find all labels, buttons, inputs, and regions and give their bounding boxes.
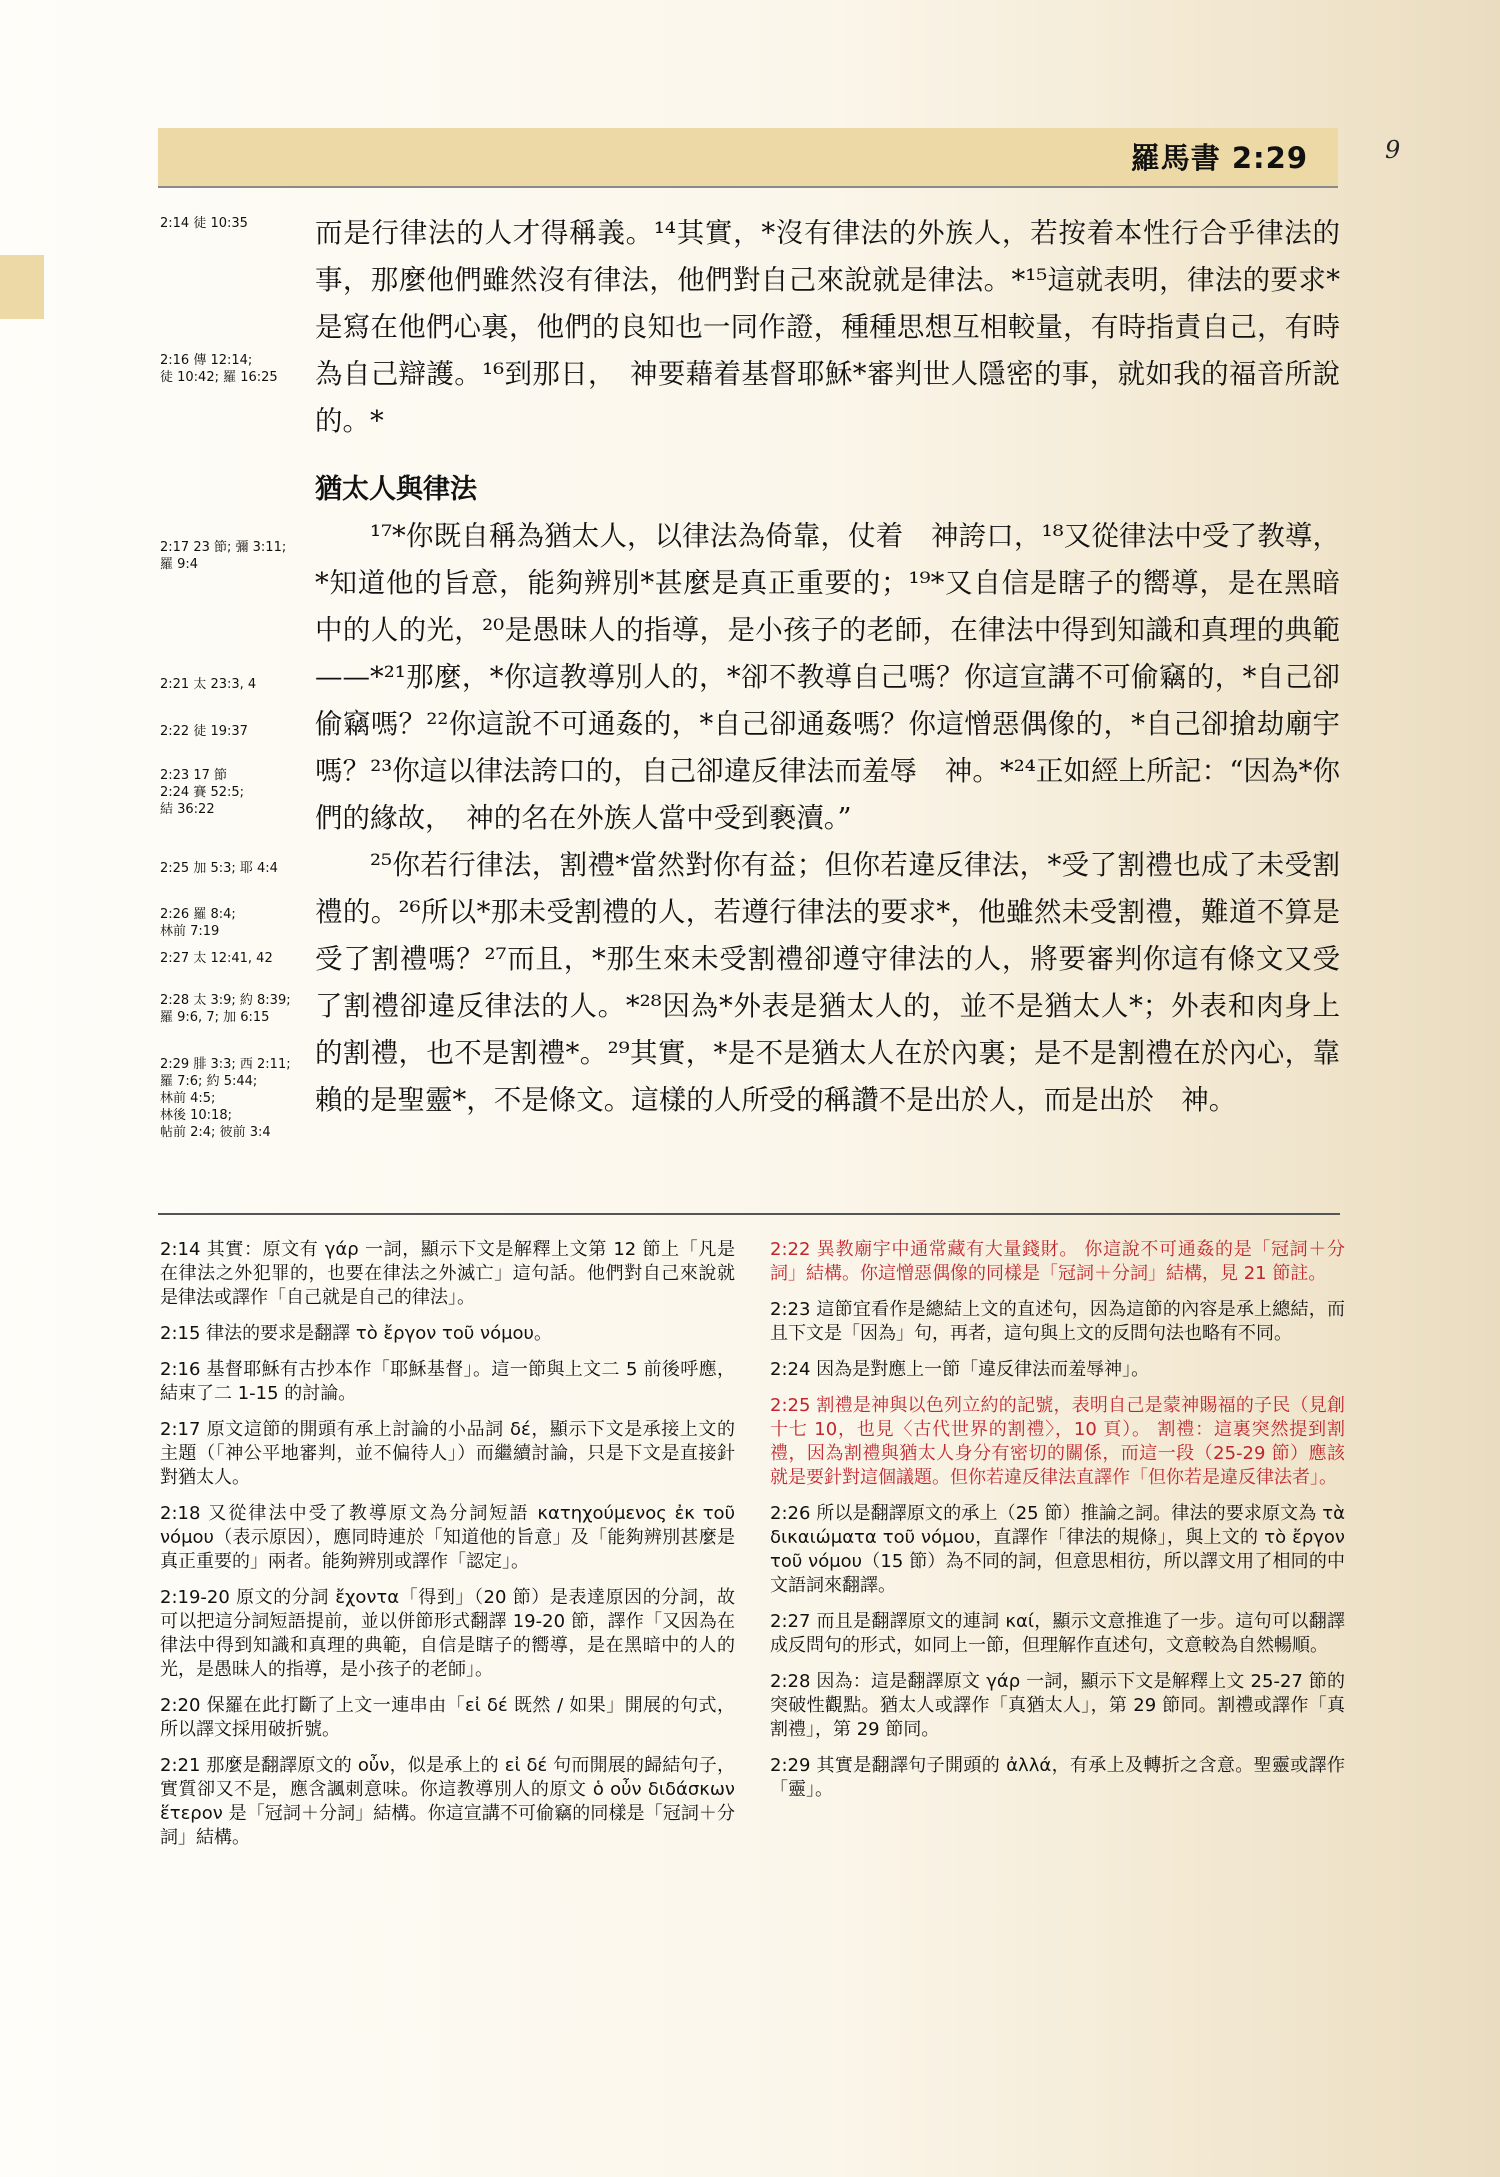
cross-ref: 2:26 羅 8:4; 林前 7:19 bbox=[160, 907, 236, 939]
study-note: 2:14 其實：原文有 γάρ 一詞，顯示下文是解釋上文第 12 節上「凡是在律法之外犯罪的，也要在律法之外滅亡」這句話。他們對自己來說就是律法或譯作「自己就是自己的律法」。 bbox=[160, 1239, 735, 1308]
study-note: 2:26 所以是翻譯原文的承上（25 節）推論之詞。律法的要求原文為 τὰ δικαιώματα τοῦ νόμου，直譯作「律法的規條」，與上文的 τὸ ἔργον τοῦ νόμου（15 節）為不同的詞，但意思相彷，所以譯文用了相同的中文語詞來翻譯。 bbox=[770, 1503, 1345, 1596]
page-edge-tab bbox=[0, 255, 44, 319]
study-note: 2:17 原文這節的開頭有承上討論的小品詞 δέ，顯示下文是承接上文的主題（「神公平地審判，並不偏待人」）而繼續討論，只是下文是直接針對猶太人。 bbox=[160, 1419, 735, 1488]
study-note: 2:29 其實是翻譯句子開頭的 ἀλλά，有承上及轉折之含意。聖靈或譯作「靈」。 bbox=[770, 1755, 1345, 1800]
study-note: 2:25 割禮是神與以色列立約的記號，表明自己是蒙神賜福的子民（見創十七 10，也見〈古代世界的割禮〉，10 頁）。 割禮：這裏突然提到割禮，因為割禮與猶太人身分有密切的關係，而這一段（25-29 節）應該就是要針對這個議題。但你若違反律法直譯作「但你若是違反律法者」。 bbox=[770, 1395, 1345, 1488]
study-note: 2:22 異教廟宇中通常藏有大量錢財。 你這說不可通姦的是「冠詞＋分詞」結構。你這憎惡偶像的同樣是「冠詞＋分詞」結構，見 21 節註。 bbox=[770, 1239, 1345, 1284]
study-note: 2:28 因為：這是翻譯原文 γάρ 一詞，顯示下文是解釋上文 25-27 節的突破性觀點。猶太人或譯作「真猶太人」，第 29 節同。割禮或譯作「真割禮」，第 29 節同。 bbox=[770, 1671, 1345, 1740]
study-note: 2:21 那麼是翻譯原文的 οὖν，似是承上的 εἰ δέ 句而開展的歸結句子，實質卻又不是，應含諷刺意味。你這教導別人的原文 ὁ οὖν διδάσκων ἕτερον 是「冠詞＋分詞」結構。你這宣講不可偷竊的同樣是「冠詞＋分詞」結構。 bbox=[160, 1755, 735, 1848]
chapter-title: 羅馬書 2:29 bbox=[1130, 141, 1308, 175]
cross-ref: 2:17 23 節; 彌 3:11; 羅 9:4 bbox=[160, 540, 287, 572]
study-note: 2:20 保羅在此打斷了上文一連串由「εἰ δέ 既然 / 如果」開展的句式，所以譯文採用破折號。 bbox=[160, 1695, 735, 1740]
study-note: 2:18 又從律法中受了教導原文為分詞短語 κατηχούμενος ἐκ τοῦ νόμου（表示原因），應同時連於「知道他的旨意」及「能夠辨別甚麼是真正重要的」兩者。能夠辨別或譯作「認定」。 bbox=[160, 1503, 735, 1572]
section-heading: 猶太人與律法 bbox=[315, 474, 477, 505]
scripture-paragraph: ¹⁷*你既自稱為猶太人，以律法為倚靠，仗着 神誇口，¹⁸又從律法中受了教導，*知道他的旨意，能夠辨別*甚麼是真正重要的；¹⁹*又自信是瞎子的嚮導，是在黑暗中的人的光，²⁰是愚昧人的指導，是小孩子的老師，在律法中得到知識和真理的典範——*²¹那麼，*你這教導別人的，*卻不教導自己嗎？你這宣講不可偷竊的，*自己卻偷竊嗎？²²你這說不可通姦的，*自己卻通姦嗎？你這憎惡偶像的，*自己卻搶劫廟宇嗎？²³你這以律法誇口的，自己卻違反律法而羞辱 神。*²⁴正如經上所記：“因為*你們的緣故， 神的名在外族人當中受到褻瀆。” bbox=[315, 520, 1340, 834]
study-note: 2:16 基督耶穌有古抄本作「耶穌基督」。這一節與上文二 5 前後呼應，結束了二 1-15 的討論。 bbox=[160, 1359, 735, 1404]
study-notes-left bbox=[160, 1238, 735, 1862]
study-notes-right bbox=[770, 1238, 1345, 1814]
cross-ref: 2:27 太 12:41, 42 bbox=[160, 951, 273, 966]
cross-ref: 2:29 腓 3:3; 西 2:11; 羅 7:6; 約 5:44; 林前 4:5; 林後 10:18; 帖前 2:4; 彼前 3:4 bbox=[160, 1057, 291, 1140]
cross-ref: 2:14 徒 10:35 bbox=[160, 216, 248, 231]
footnote-divider bbox=[158, 1213, 1340, 1215]
study-note: 2:15 律法的要求是翻譯 τὸ ἔργον τοῦ νόμου。 bbox=[160, 1323, 552, 1344]
scripture-paragraph: 而是行律法的人才得稱義。¹⁴其實，*沒有律法的外族人，若按着本性行合乎律法的事，那麼他們雖然沒有律法，他們對自己來說就是律法。*¹⁵這就表明，律法的要求*是寫在他們心裏，他們的良知也一同作證，種種思想互相較量，有時指責自己，有時為自己辯護。¹⁶到那日， 神要藉着基督耶穌*審判世人隱密的事，就如我的福音所說的。* bbox=[315, 217, 1340, 437]
cross-ref: 2:25 加 5:3; 耶 4:4 bbox=[160, 861, 278, 876]
scripture-text bbox=[315, 210, 1340, 1124]
cross-ref: 2:16 傳 12:14; 徒 10:42; 羅 16:25 bbox=[160, 353, 278, 385]
cross-ref: 2:22 徒 19:37 bbox=[160, 724, 248, 739]
page-number: 9 bbox=[1385, 136, 1401, 164]
study-note: 2:23 這節宜看作是總結上文的直述句，因為這節的內容是承上總結，而且下文是「因為」句，再者，這句與上文的反問句法也略有不同。 bbox=[770, 1299, 1345, 1344]
cross-ref: 2:28 太 3:9; 約 8:39; 羅 9:6, 7; 加 6:15 bbox=[160, 993, 291, 1025]
study-note: 2:24 因為是對應上一節「違反律法而羞辱神」。 bbox=[770, 1359, 1150, 1380]
cross-ref: 2:21 太 23:3, 4 bbox=[160, 677, 257, 692]
study-note: 2:27 而且是翻譯原文的連詞 καί，顯示文意推進了一步。這句可以翻譯成反問句的形式，如同上一節，但理解作直述句，文意較為自然暢順。 bbox=[770, 1611, 1345, 1656]
running-header bbox=[158, 128, 1338, 188]
scripture-paragraph: ²⁵你若行律法，割禮*當然對你有益；但你若違反律法，*受了割禮也成了未受割禮的。²⁶所以*那未受割禮的人，若遵行律法的要求*，他雖然未受割禮，難道不算是受了割禮嗎？²⁷而且，*那生來未受割禮卻遵守律法的人，將要審判你這有條文又受了割禮卻違反律法的人。*²⁸因為*外表是猶太人的，並不是猶太人*；外表和肉身上的割禮，也不是割禮*。²⁹其實，*是不是猶太人在於內裏；是不是割禮在於內心，靠賴的是聖靈*，不是條文。這樣的人所受的稱讚不是出於人，而是出於 神。 bbox=[315, 849, 1340, 1116]
cross-ref: 2:23 17 節 2:24 賽 52:5; 結 36:22 bbox=[160, 768, 245, 817]
study-note: 2:19-20 原文的分詞 ἔχοντα「得到」（20 節）是表達原因的分詞，故可以把這分詞短語提前，並以併節形式翻譯 19-20 節，譯作「又因為在律法中得到知識和真理的典範，自信是瞎子的嚮導，是在黑暗中的人的光，是愚昧人的指導，是小孩子的老師」。 bbox=[160, 1587, 735, 1680]
